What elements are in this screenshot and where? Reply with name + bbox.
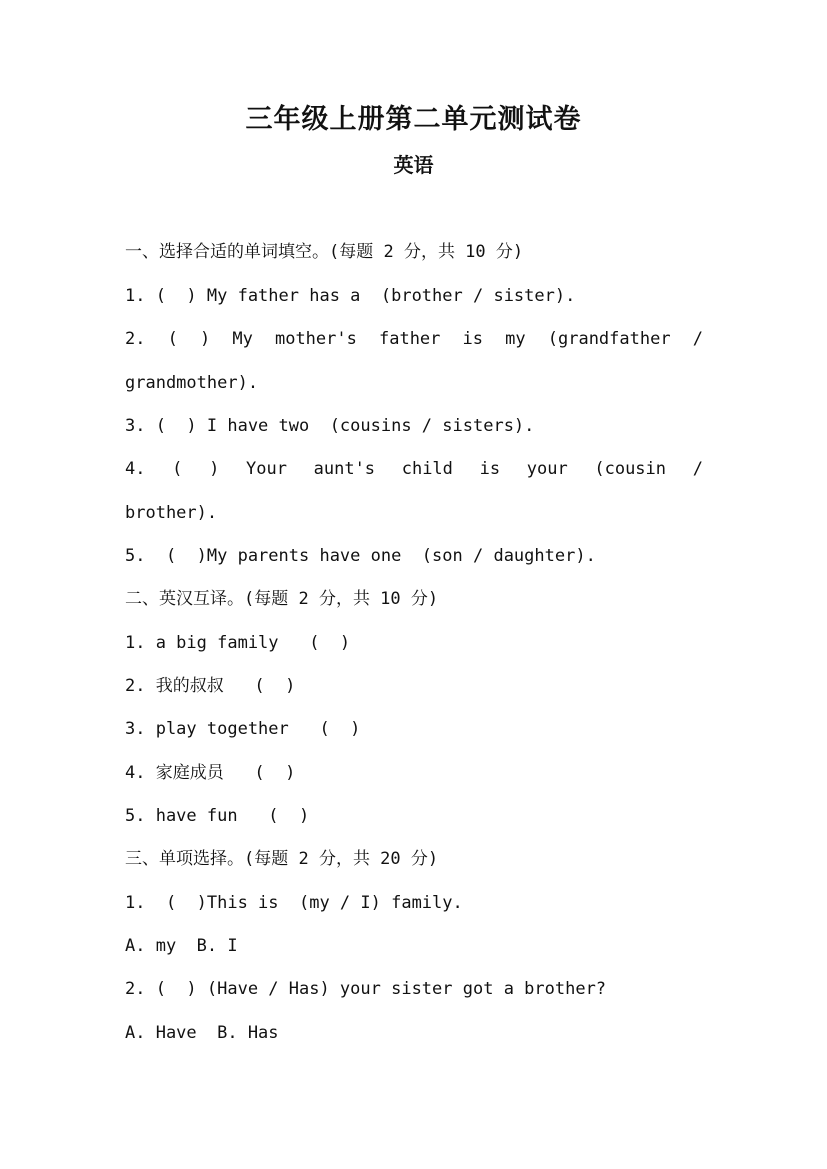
question-1-2-word: ) [199, 329, 211, 349]
question-1-4 [125, 457, 703, 481]
question-1-2-continued: grandmother). [125, 373, 259, 393]
question-1-2-word: (grandfather [547, 329, 671, 349]
question-1-2-word: / [692, 329, 703, 349]
question-3-2-options: A. Have B. Has [125, 1023, 279, 1043]
question-1-4-word: / [692, 459, 703, 479]
question-1-2-word: my [505, 329, 526, 349]
question-1-3: 3. ( ) I have two (cousins / sisters). [125, 416, 535, 436]
question-1-4-word: Your [246, 459, 287, 479]
question-3-2: 2. ( ) (Have / Has) your sister got a brother? [125, 979, 607, 999]
subject-label: 英语 [393, 153, 434, 177]
question-1-4-word: ( [172, 459, 183, 479]
question-2-5: 5. have fun ( ) [125, 806, 310, 826]
question-1-2-word: father [378, 329, 441, 349]
question-1-4-word: child [401, 459, 453, 479]
question-1-4-word: 4. [125, 459, 146, 479]
question-1-2-word: 2. [125, 329, 146, 349]
question-1-2-word: My [232, 329, 253, 349]
question-1-1: 1. ( ) My father has a (brother / sister). [125, 286, 576, 306]
section1-heading: 一、选择合适的单词填空。(每题 2 分，共 10 分) [125, 242, 524, 262]
question-1-4-word: aunt's [313, 459, 376, 479]
question-1-4-continued: brother). [125, 503, 218, 523]
question-1-2-word: ( [167, 329, 178, 349]
question-3-1: 1. ( )This is (my / I) family. [125, 893, 463, 913]
question-1-4-word: is [479, 459, 501, 479]
question-2-3: 3. play together ( ) [125, 719, 361, 739]
question-1-2-word: mother's [274, 329, 357, 349]
page-title: 三年级上册第二单元测试卷 [245, 104, 582, 135]
question-1-4-word: your [526, 459, 568, 479]
section2-heading: 二、英汉互译。(每题 2 分，共 10 分) [125, 589, 439, 609]
question-2-2: 2. 我的叔叔 ( ) [125, 676, 296, 696]
question-1-2 [125, 327, 703, 351]
question-1-4-word: ) [209, 459, 220, 479]
section3-heading: 三、单项选择。(每题 2 分，共 20 分) [125, 849, 439, 869]
question-2-4: 4. 家庭成员 ( ) [125, 763, 296, 783]
question-1-2-word: is [462, 329, 484, 349]
question-2-1: 1. a big family ( ) [125, 633, 351, 653]
question-1-5: 5. ( )My parents have one (son / daughter). [125, 546, 596, 566]
question-3-1-options: A. my B. I [125, 936, 238, 956]
question-1-4-word: (cousin [594, 459, 667, 479]
